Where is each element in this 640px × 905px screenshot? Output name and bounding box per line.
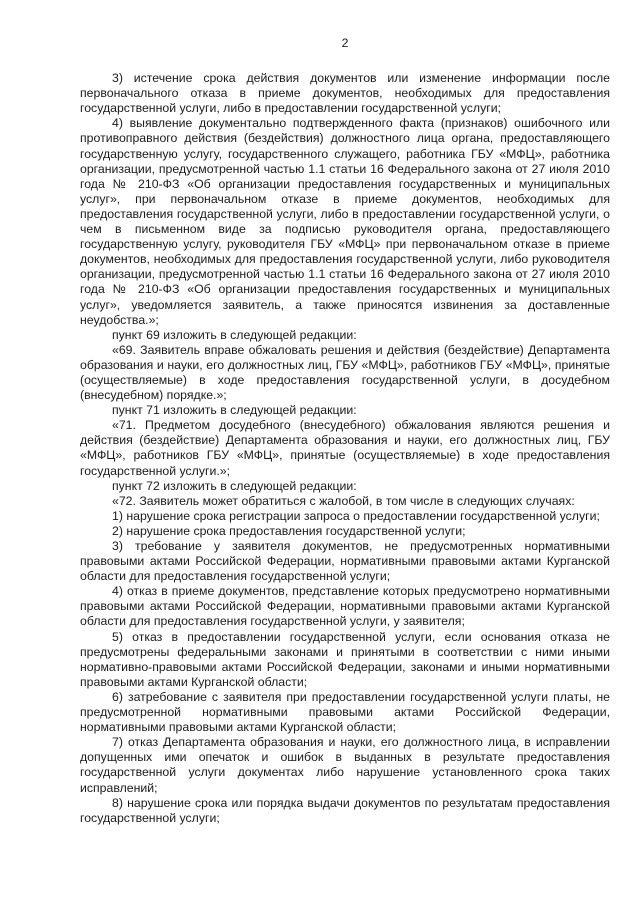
document-paragraph: 6) затребование с заявителя при предоставлении государственной услуги платы, не предусмотренной нормативными правовыми актами Российской Федерации, нормативными правовыми актами Курганской области; bbox=[80, 689, 610, 735]
document-paragraph: 8) нарушение срока или порядка выдачи документов по результатам предоставления государственной услуги; bbox=[80, 795, 610, 825]
document-paragraph: 2) нарушение срока предоставления государственной услуги; bbox=[112, 523, 466, 538]
document-paragraph: 5) отказ в предоставлении государственной услуги, если основания отказа не предусмотрены федеральными законами и принятыми в соответствии с ними иными нормативно-правовыми актами Российской Федерации, законами и иными нормативными правовыми актами Курганской области; bbox=[80, 629, 610, 689]
document-paragraph: 1) нарушение срока регистрации запроса о предоставлении государственной услуги; bbox=[112, 508, 600, 523]
document-paragraph: «71. Предметом досудебного (внесудебного) обжалования являются решения и действия (бездействие) Департамента образования и науки, его должностных лиц, ГБУ «МФЦ», работников ГБУ «МФЦ», принятые (осуществляемые) в ходе предоставления государственной услуги.»; bbox=[80, 418, 610, 478]
amendment-instruction: пункт 71 изложить в следующей редакции: bbox=[112, 403, 357, 418]
document-paragraph: «72. Заявитель может обратиться с жалобой, в том числе в следующих случаях: bbox=[112, 493, 575, 508]
document-paragraph: 3) требование у заявителя документов, не предусмотренных нормативными правовыми актами Российской Федерации, нормативными правовыми актами Курганской области для предоставления государственной услуги; bbox=[80, 539, 610, 584]
page-number: 2 bbox=[341, 36, 349, 50]
document-body bbox=[80, 71, 610, 826]
amendment-instruction: пункт 69 изложить в следующей редакции: bbox=[112, 327, 357, 342]
document-paragraph: 4) отказ в приеме документов, представление которых предусмотрено нормативными правовыми актами Российской Федерации, нормативными правовыми актами Курганской области для предоставления государственной услуги, у заявителя; bbox=[80, 584, 610, 629]
document-paragraph: 4) выявление документально подтвержденного факта (признаков) ошибочного или противоправного действия (бездействия) должностного лица органа, предоставляющего государственную услугу, государственного служащего, работника ГБУ «МФЦ», работника организации, предусмотренной частью 1.1 статьи 16 Федерального закона от 27 июля 2010 года № 210-ФЗ «Об организации предоставления государственных и муниципальных услуг», при первоначальном отказе в приеме документов, необходимых для предоставления государственной услуги, либо в предоставлении государственной услуги, о чем в письменном виде за подписью руководителя органа, предоставляющего государственную услугу, руководителя ГБУ «МФЦ» при первоначальном отказе в приеме документов, необходимых для предоставления государственной услуги, либо руководителя организации, предусмотренной частью 1.1 статьи 16 Федерального закона от 27 июля 2010 года № 210-ФЗ «Об организации предоставления государственных и муниципальных услуг», уведомляется заявитель, а также приносятся извинения за доставленные неудобства.»; bbox=[80, 116, 610, 327]
document-paragraph: «69. Заявитель вправе обжаловать решения и действия (бездействие) Департамента образования и науки, его должностных лиц, ГБУ «МФЦ», работников ГБУ «МФЦ», принятые (осуществляемые) в ходе предоставления государственной услуги, в досудебном (внесудебном) порядке.»; bbox=[80, 342, 610, 403]
amendment-instruction: пункт 72 изложить в следующей редакции: bbox=[112, 478, 357, 493]
document-paragraph: 7) отказ Департамента образования и науки, его должностного лица, в исправлении допущенных ими опечаток и ошибок в выданных в результате предоставления государственной услуги документах либо нарушение установленного срока таких исправлений; bbox=[80, 735, 610, 795]
document-paragraph: 3) истечение срока действия документов или изменение информации после первоначального отказа в приеме документов, необходимых для предоставления государственной услуги, либо в предоставлении государственной услуги; bbox=[80, 71, 610, 116]
